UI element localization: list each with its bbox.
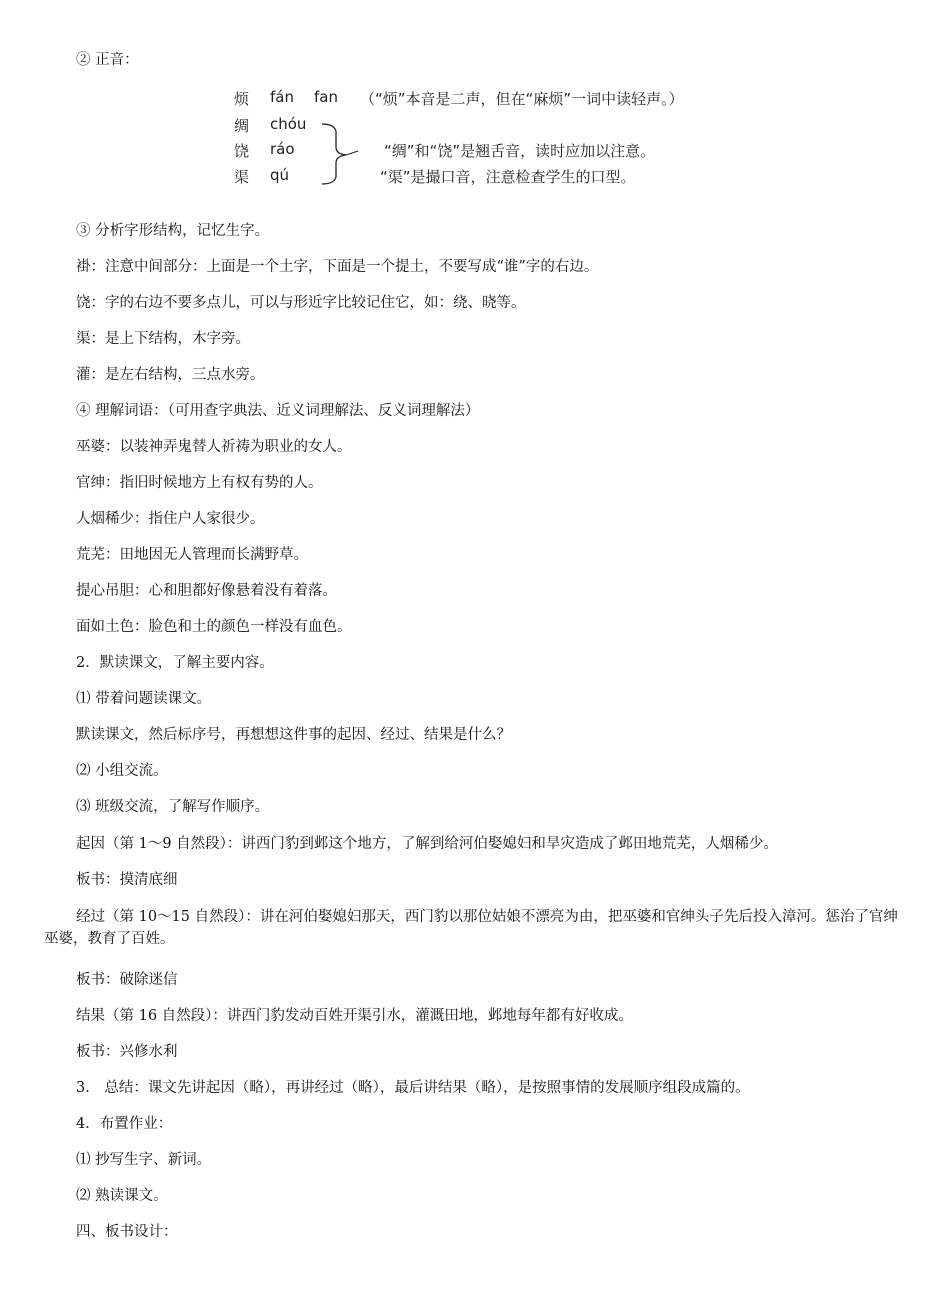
instruction-read: 默读课文，然后标序号，再想想这件事的起因、经过、结果是什么？ (76, 727, 511, 743)
step-silent-reading: 2．默读课文，了解主要内容。 (76, 655, 274, 671)
step-summary: 3． 总结：课文先讲起因（略），再讲经过（略），最后讲结果（略），是按照事情的发展顺序组段成篇的。 (76, 1080, 750, 1096)
brace-icon (322, 121, 362, 187)
homework-copy: ⑴ 抄写生字、新词。 (76, 1152, 212, 1168)
figure-char-chou: 绸 (234, 117, 250, 135)
figure-pinyin-chou: chóu (270, 115, 307, 133)
substep-class: ⑶ 班级交流，了解写作顺序。 (76, 799, 270, 815)
figure-note-retroflex: “绸”和“饶”是翘舌音，读时应加以注意。 (384, 142, 656, 160)
section-structure: ③ 分析字形结构，记忆生字。 (76, 223, 270, 239)
figure-note-fan: （“烦”本音是二声，但在“麻烦”一词中读轻声。） (360, 90, 684, 108)
figure-pinyin-rao: ráo (270, 140, 295, 158)
note-guan: 灌：是左右结构，三点水旁。 (76, 367, 265, 383)
figure-char-qu: 渠 (234, 168, 250, 186)
figure-pinyin-qu: qú (270, 166, 290, 184)
substep-read-with-questions: ⑴ 带着问题读课文。 (76, 691, 212, 707)
figure-pinyin-fan: fán (270, 88, 294, 106)
vocab-mianrutuse: 面如土色：脸色和土的颜色一样没有血色。 (76, 619, 352, 635)
figure-pinyin-fan-light: fan (314, 88, 338, 106)
section-vocabulary: ④ 理解词语：（可用查字典法、近义词理解法、反义词理解法） (76, 403, 480, 419)
paragraph-process: 经过（第 10～15 自然段）：讲在河伯娶媳妇那天，西门豹以那位姑娘不漂亮为由，把巫婆和官绅头子先后投入漳河。惩治了官绅巫婆，教育了百姓。 (44, 909, 898, 947)
figure-note-rounded: “渠”是撮口音，注意检查学生的口型。 (380, 168, 636, 186)
step-homework: 4．布置作业： (76, 1116, 173, 1132)
paragraph-result: 结果（第 16 自然段）：讲西门豹发动百姓开渠引水，灌溉田地，邺地每年都有好收成。 (76, 1008, 633, 1024)
vocab-guanshen: 官绅：指旧时候地方上有权有势的人。 (76, 475, 323, 491)
board-note-1: 板书：摸清底细 (76, 872, 178, 888)
figure-char-rao: 饶 (234, 142, 250, 160)
note-qu: 渠：是上下结构，木字旁。 (76, 331, 250, 347)
figure-char-fan: 烦 (234, 90, 250, 108)
substep-group: ⑵ 小组交流。 (76, 763, 168, 779)
board-note-2: 板书：破除迷信 (76, 972, 178, 988)
pronunciation-figure (232, 88, 792, 198)
vocab-tixindiaodan: 提心吊胆：心和胆都好像悬着没有着落。 (76, 583, 337, 599)
vocab-wupo: 巫婆：以装神弄鬼替人祈祷为职业的女人。 (76, 439, 352, 455)
board-note-3: 板书：兴修水利 (76, 1044, 178, 1060)
paragraph-cause: 起因（第 1～9 自然段）：讲西门豹到邺这个地方，了解到给河伯娶媳妇和旱灾造成了邺田地荒芜，人烟稀少。 (76, 836, 778, 852)
vocab-renyanxishao: 人烟稀少：指住户人家很少。 (76, 511, 265, 527)
note-rao: 饶：字的右边不要多点儿，可以与形近字比较记住它，如：绕、晓等。 (76, 295, 526, 311)
section-board-design: 四、板书设计： (76, 1224, 178, 1240)
homework-read: ⑵ 熟读课文。 (76, 1188, 168, 1204)
note-gua: 褂：注意中间部分：上面是一个土字，下面是一个提土，不要写成“谁”字的右边。 (76, 259, 599, 275)
vocab-huangwu: 荒芜：田地因无人管理而长满野草。 (76, 547, 308, 563)
section-pronunciation: ② 正音： (76, 52, 139, 68)
